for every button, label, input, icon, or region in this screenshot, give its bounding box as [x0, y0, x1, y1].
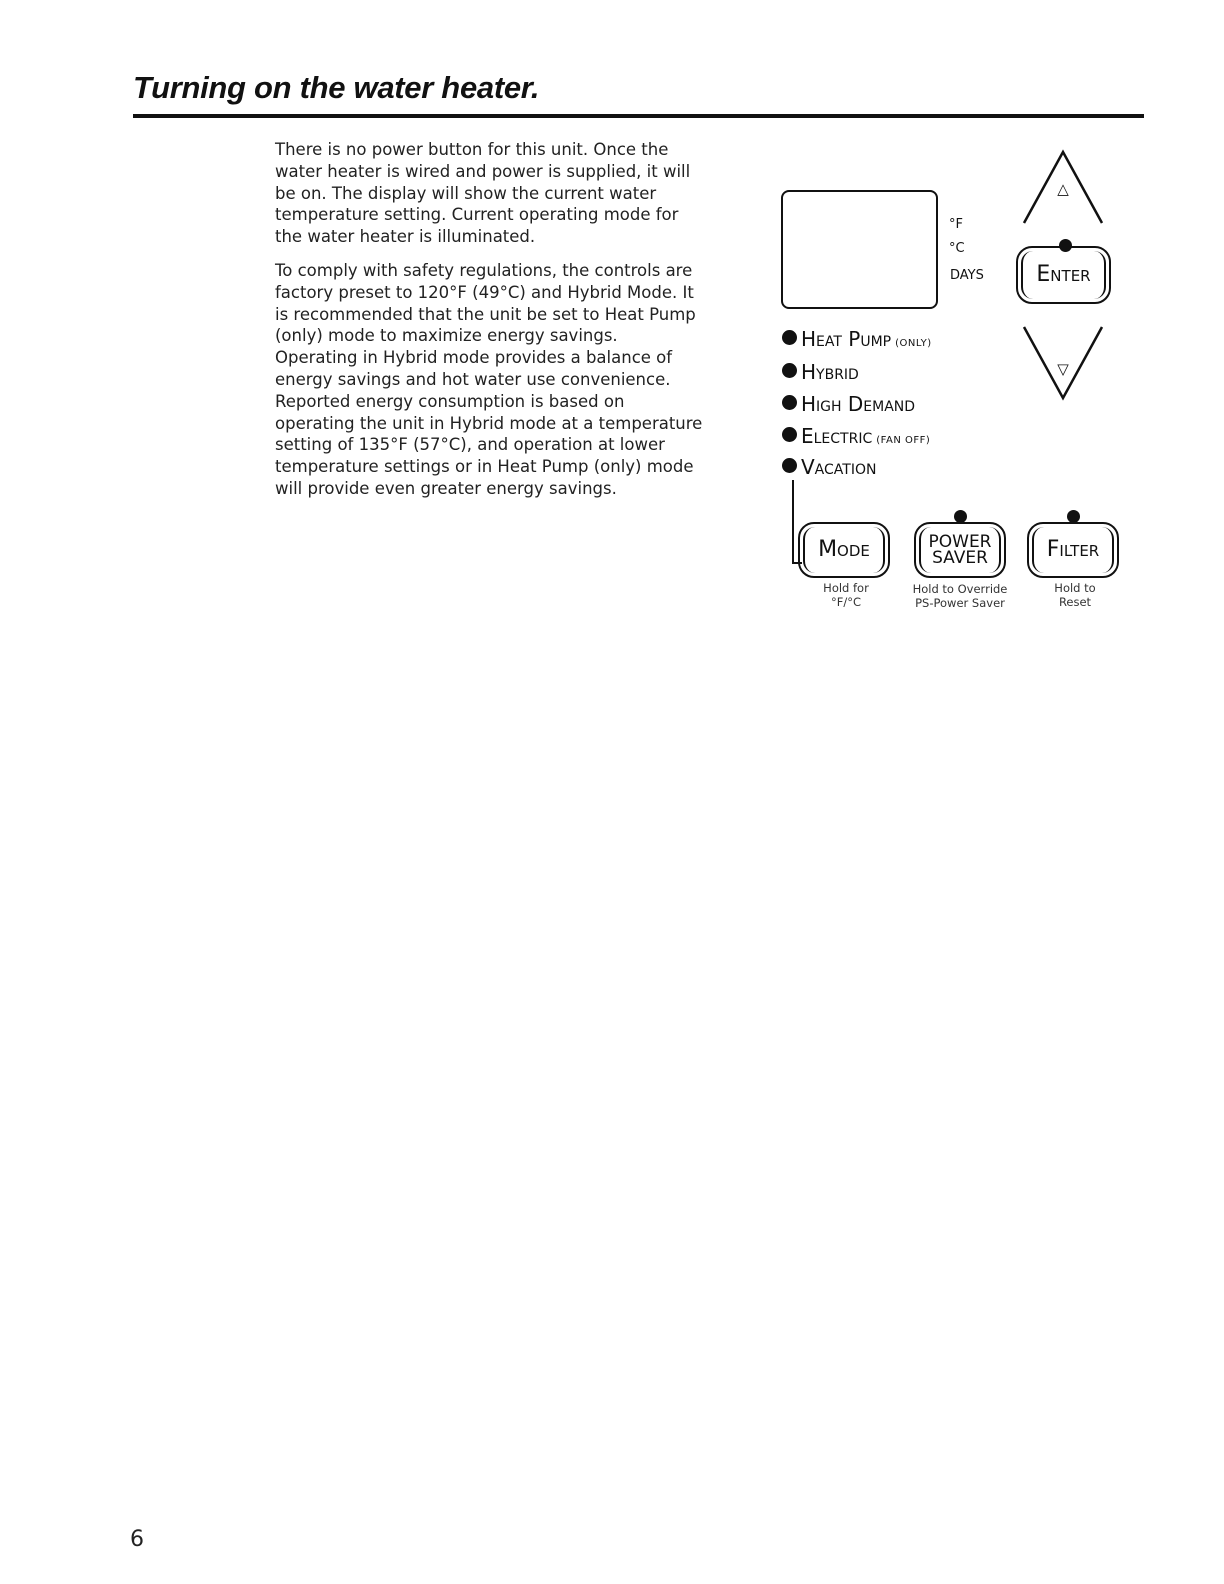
mode-button[interactable]	[798, 522, 890, 578]
paragraph-power: There is no power button for this unit. Once the water heater is wired and power is supplied, it will be on. The display will show the current water temperature setting. Current operating mode for the water heater is illuminated.	[275, 140, 691, 247]
mode-caption-line2: °F/°C	[830, 595, 862, 609]
page-title: Turning on the water heater.	[133, 70, 540, 105]
power-saver-caption-line2: PS-Power Saver	[915, 596, 1005, 610]
down-triangle-icon: ▽	[1057, 360, 1069, 378]
temperature-display	[781, 190, 938, 309]
unit-fahrenheit: °F	[949, 217, 963, 232]
vacation-connector-line	[792, 480, 794, 562]
mode-hybrid	[782, 360, 859, 384]
filter-button[interactable]	[1027, 522, 1119, 578]
mode-vacation	[782, 455, 876, 479]
filter-button-caption	[1035, 581, 1115, 609]
body-text	[275, 139, 705, 512]
mode-high-demand	[782, 392, 915, 416]
mode-heat-pump-label: Heat Pump	[801, 327, 892, 351]
mode-vacation-label: Vacation	[801, 455, 877, 479]
hybrid-led-icon	[782, 363, 797, 378]
mode-button-caption	[806, 581, 886, 609]
down-arrow-button[interactable]	[1018, 324, 1108, 404]
power-saver-caption-line1: Hold to Override	[912, 582, 1008, 596]
mode-heat-pump-note: (ONLY)	[895, 338, 932, 349]
power-saver-label-line2: SAVER	[932, 548, 988, 568]
mode-electric-label: Electric	[801, 424, 873, 448]
mode-high-demand-label: High Demand	[801, 392, 916, 416]
mode-heat-pump	[782, 327, 932, 351]
mode-electric	[782, 424, 930, 448]
filter-caption-line2: Reset	[1058, 595, 1092, 609]
unit-celsius: °C	[949, 241, 965, 256]
heat-pump-led-icon	[782, 330, 797, 345]
electric-led-icon	[782, 427, 797, 442]
enter-button-label: Enter	[1036, 262, 1091, 287]
power-saver-label-line1: POWER	[928, 532, 992, 552]
mode-electric-note: (FAN OFF)	[876, 435, 931, 446]
paragraph-safety: To comply with safety regulations, the controls are factory preset to 120°F (49°C) and Hybrid Mode. It is recommended that the unit be set to Heat Pump (only) mode to maximize energy savings. Operating in Hybrid mode provides a balance of energy savings and hot water use convenience. Reported energy consumption is based on operating the unit in Hybrid mode at a temperature setting of 135°F (57°C), and operation at lower temperature settings or in Heat Pump (only) mode will provide even greater energy savings.	[275, 260, 703, 498]
mode-button-label: Mode	[818, 537, 870, 562]
up-triangle-icon: △	[1057, 180, 1069, 198]
high-demand-led-icon	[782, 395, 797, 410]
enter-button[interactable]	[1016, 246, 1111, 304]
vacation-led-icon	[782, 458, 797, 473]
page-number: 6	[130, 1527, 144, 1552]
power-saver-button-label	[929, 534, 992, 566]
filter-caption-line1: Hold to	[1054, 581, 1096, 595]
mode-caption-line1: Hold for	[823, 581, 869, 595]
up-arrow-button[interactable]	[1018, 146, 1108, 226]
power-saver-button[interactable]	[914, 522, 1006, 578]
power-saver-caption	[900, 582, 1020, 610]
unit-days: DAYS	[950, 268, 984, 283]
filter-button-label: Filter	[1046, 537, 1100, 562]
title-rule	[133, 114, 1144, 118]
mode-hybrid-label: Hybrid	[801, 360, 859, 384]
